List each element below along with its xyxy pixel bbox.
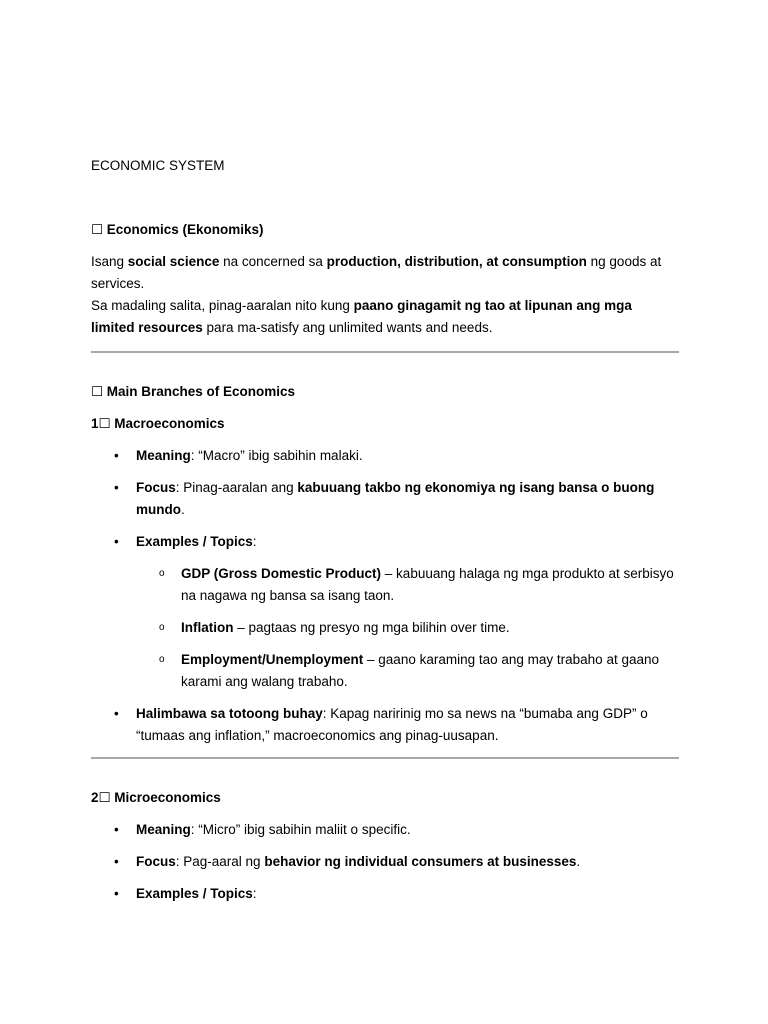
- circle-bullet-icon: o: [159, 568, 165, 579]
- list-item: • Meaning: “Macro” ibig sabihin malaki.: [91, 445, 679, 467]
- bullet-icon: •: [114, 886, 119, 901]
- list-item: o Employment/Unemployment – gaano karaming tao ang may trabaho at gaano karami ang walang trabaho.: [136, 649, 679, 693]
- circle-bullet-icon: o: [159, 654, 165, 665]
- section-divider: [91, 351, 679, 353]
- list-item: • Examples / Topics:: [91, 883, 679, 905]
- keycap-glyph-icon: ☐: [98, 416, 111, 431]
- document-title: ECONOMIC SYSTEM: [91, 158, 225, 173]
- section-divider: [91, 757, 679, 759]
- list-item: • Meaning: “Micro” ibig sabihin maliit o specific.: [91, 819, 679, 841]
- list-item: • Halimbawa sa totoong buhay: Kapag naririnig mo sa news na “bumaba ang GDP” o “tumaas ang inflation,” macroeconomics ang pinag-uusapan.: [91, 703, 679, 747]
- list-item: o GDP (Gross Domestic Product) – kabuuang halaga ng mga produkto at serbisyo na nagawa ng bansa sa isang taon.: [136, 563, 679, 607]
- macroeconomics-heading: 1☐ Macroeconomics: [91, 413, 679, 435]
- placeholder-glyph-icon: ☐: [91, 222, 104, 237]
- branches-heading: ☐ Main Branches of Economics: [91, 381, 679, 403]
- microeconomics-list: [91, 819, 679, 905]
- bullet-icon: •: [114, 706, 119, 721]
- bullet-icon: •: [114, 822, 119, 837]
- list-item: • Examples / Topics: o GDP (Gross Domestic Product) – kabuuang halaga ng mga produkto at serbisyo na nagawa ng bansa sa isang taon. o Inflation – pagtaas ng presyo ng mga bilihin over time. o Employment/Unemployment – gaano karaming tao ang may trabaho at gaano karami ang walang trabaho.: [91, 531, 679, 693]
- keycap-glyph-icon: ☐: [98, 790, 111, 805]
- economics-summary: Sa madaling salita, pinag-aaralan nito kung paano ginagamit ng tao at lipunan ang mga limited resources para ma-satisfy ang unlimited wants and needs.: [91, 298, 632, 335]
- bullet-icon: •: [114, 480, 119, 495]
- list-item: • Focus: Pag-aaral ng behavior ng individual consumers at businesses.: [91, 851, 679, 873]
- bullet-icon: •: [114, 854, 119, 869]
- economics-heading: ☐ Economics (Ekonomiks): [91, 219, 679, 241]
- macroeconomics-list: [91, 445, 679, 747]
- bullet-icon: •: [114, 448, 119, 463]
- macro-topics-list: [136, 563, 679, 693]
- economics-definition: Isang social science na concerned sa production, distribution, at consumption ng goods at services.: [91, 254, 662, 291]
- placeholder-glyph-icon: ☐: [91, 384, 104, 399]
- bullet-icon: •: [114, 534, 119, 549]
- microeconomics-heading: 2☐ Microeconomics: [91, 787, 679, 809]
- list-item: o Inflation – pagtaas ng presyo ng mga bilihin over time.: [136, 617, 679, 639]
- circle-bullet-icon: o: [159, 622, 165, 633]
- list-item: • Focus: Pinag-aaralan ang kabuuang takbo ng ekonomiya ng isang bansa o buong mundo.: [91, 477, 679, 521]
- document-body: [91, 155, 679, 915]
